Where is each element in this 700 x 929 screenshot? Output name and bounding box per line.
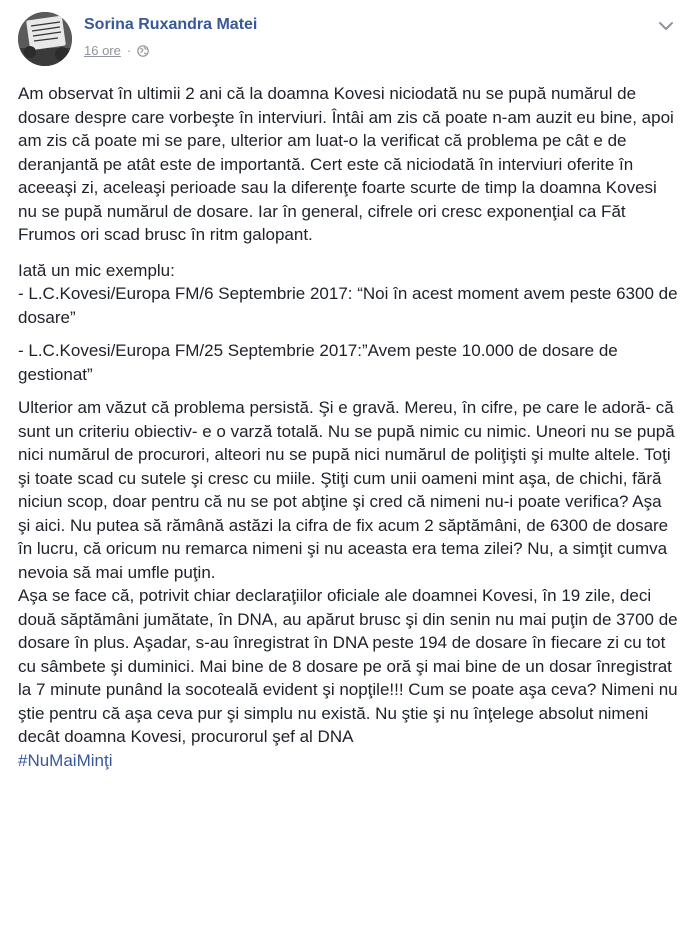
post-options-chevron-down-icon[interactable]: [654, 14, 678, 38]
avatar[interactable]: [18, 12, 72, 66]
post-header: [18, 12, 682, 72]
post-example: - L.C.Kovesi/Europa FM/6 Septembrie 2017: “Noi în acest moment avem peste 6300 de dosare”: [18, 284, 678, 327]
post-paragraph: Am observat în ultimii 2 ani că la doamna Kovesi niciodată nu se pupă numărul de dosare despre care vorbeşte în interviuri. Întâi am zis că poate n-am auzit eu bine, apoi am zis că poate mi se pare, ulterior am luat-o la verificat că problema pe cât e de deranjantă pe atât este de importantă. Cert este că niciodată în interviuri oferite în aceeaşi zi, aceleaşi perioade sau la diferenţe foarte scurte de timp la doamna Kovesi nu se pupă numărul de dosare. Iar în general, cifrele ori cresc exponenţial ca Făt Frumos ori scad brusc în ritm galopant.: [18, 84, 674, 244]
avatar-photo: [18, 12, 72, 66]
post-paragraph: Ulterior am văzut că problema persistă. Şi e gravă. Mereu, în cifre, pe care le adoră- că sunt un criteriu obiectiv- e o varză totală. Nu se pupă nimic cu nimic. Uneori nu se pupă nici numărul de procurori, alteori nu se pupă nici numărul de poliţişti şi multe altele. Toţi şi toate scad cu sutele şi cresc cu miile. Ştiţi cum unii oameni mint aşa, de chichi, fără niciun scop, doar pentru că nu se pot abţine şi cred că nimeni nu-i poate verifica? Aşa şi aici. Nu putea să rămână astăzi la cifra de fix acum 2 săptămâni, de 6300 de dosare în lucru, că oricum nu remarca nimeni şi nu aceasta era tema zilei? Nu, a simţit cumva nevoia să mai umfle puţin.: [18, 398, 675, 582]
globe-icon[interactable]: [137, 45, 149, 57]
post-timestamp[interactable]: 16 ore: [84, 43, 121, 58]
post-intro: Iată un mic exemplu:: [18, 260, 175, 280]
meta-separator: ·: [126, 43, 132, 58]
author-name[interactable]: Sorina Ruxandra Matei: [84, 16, 258, 33]
post-meta: [84, 43, 149, 58]
hashtag-link[interactable]: #NuMaiMinţi: [18, 750, 113, 770]
post-body: [18, 82, 678, 772]
post-example: - L.C.Kovesi/Europa FM/25 Septembrie 2017:”Avem peste 10.000 de dosare de gestionat”: [18, 341, 618, 384]
post-paragraph: Aşa se face că, potrivit chiar declaraţiilor oficiale ale doamnei Kovesi, în 19 zile, deci două săptămâni jumătate, în DNA, au apărut brusc şi din senin nu mai puţin de 3700 de dosare în plus. Aşadar, s-au înregistrat în DNA peste 194 de dosare în fiecare zi cu tot cu sâmbete şi duminici. Mai bine de 8 dosare pe oră şi mai bine de un dosar înregistrat la 7 minute punând la socoteală evident şi nopţile!!! Cum se poate aşa ceva? Nimeni nu ştie pentru că aşa ceva pur şi simplu nu există. Nu ştie şi nu înţelege absolut nimeni decât doamna Kovesi, procurorul şef al DNA: [18, 586, 678, 746]
